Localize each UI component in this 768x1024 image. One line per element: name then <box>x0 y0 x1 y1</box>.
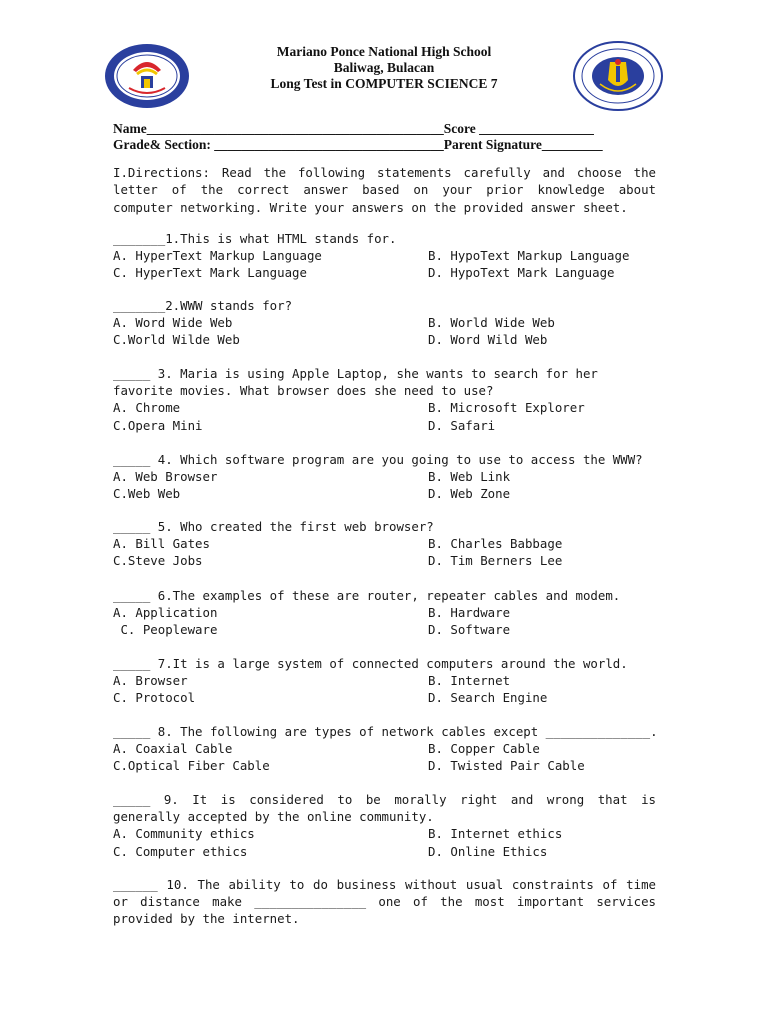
options-row <box>113 740 673 757</box>
options-row <box>113 399 673 416</box>
question-stem: _____ 8. The following are types of network cables except ______________. <box>113 724 658 739</box>
question-1 <box>113 230 673 282</box>
option-b: B. HypoText Markup Language <box>428 248 630 264</box>
document-header <box>0 44 768 92</box>
directions: I.Directions: Read the following statements carefully and choose the letter of the correct answer based on your prior knowledge about computer networking. Write your answers on the provided answer sheet. <box>113 165 656 215</box>
grade-section-field-line: : __________________________________ <box>206 137 444 152</box>
option-d: D. Software <box>428 622 511 638</box>
question-stem: _____ 7.It is a large system of connected computers around the world. <box>113 656 628 671</box>
options-row <box>113 825 673 842</box>
option-c: C. Computer ethics <box>113 843 248 859</box>
question-stem: _____ 5. Who created the first web browser? <box>113 519 434 534</box>
option-a: A. Coaxial Cable <box>113 741 233 757</box>
option-b: B. Copper Cable <box>428 741 540 757</box>
option-d: D. Twisted Pair Cable <box>428 758 585 774</box>
test-title: Long Test in COMPUTER SCIENCE 7 <box>270 76 498 91</box>
option-b: B. Charles Babbage <box>428 536 563 552</box>
options-row <box>113 247 673 264</box>
option-d: D. Web Zone <box>428 486 511 502</box>
option-a: A. Browser <box>113 673 188 689</box>
question-stem: _______1.This is what HTML stands for. <box>113 231 397 246</box>
options-row <box>113 552 673 569</box>
question-10 <box>113 876 673 928</box>
student-info <box>113 121 673 153</box>
option-a: A. Chrome <box>113 400 181 416</box>
option-a: A. HyperText Markup Language <box>113 248 322 264</box>
option-b: B. World Wide Web <box>428 315 555 331</box>
question-3 <box>113 365 673 434</box>
question-stem: _______2.WWW stands for? <box>113 298 293 313</box>
option-c: C. Peopleware <box>113 622 218 638</box>
options-row <box>113 621 673 638</box>
score-label: Score <box>443 121 480 136</box>
options-row <box>113 468 673 485</box>
question-stem: _____ 9. It is considered to be morally right and wrong that is generally accepted by the online community. <box>113 792 656 825</box>
question-8 <box>113 723 673 775</box>
question-stem: ______ 10. The ability to do business without usual constraints of time or distance make _______________ one of the most important services provided by the internet. <box>113 877 656 927</box>
option-d: D. HypoText Mark Language <box>428 265 615 281</box>
option-a: A. Application <box>113 605 218 621</box>
option-b: B. Web Link <box>428 469 511 485</box>
option-c: C.World Wilde Web <box>113 332 240 348</box>
question-6 <box>113 587 673 639</box>
option-a: A. Web Browser <box>113 469 218 485</box>
option-d: D. Tim Berners Lee <box>428 553 563 569</box>
parent-signature-field-line: _________ <box>541 137 603 152</box>
name-label: Name <box>113 121 147 136</box>
school-location: Baliwag, Bulacan <box>333 60 435 75</box>
option-c: C.Optical Fiber Cable <box>113 758 270 774</box>
option-b: B. Microsoft Explorer <box>428 400 585 416</box>
option-b: B. Hardware <box>428 605 511 621</box>
question-7 <box>113 655 673 707</box>
option-d: D. Safari <box>428 417 496 433</box>
option-a: A. Community ethics <box>113 826 255 842</box>
options-row <box>113 485 673 502</box>
name-score-row <box>113 121 673 137</box>
option-d: D. Online Ethics <box>428 843 548 859</box>
question-stem: _____ 4. Which software program are you going to use to access the WWW? <box>113 452 643 467</box>
option-c: C.Web Web <box>113 486 181 502</box>
question-stem: _____ 6.The examples of these are router, repeater cables and modem. <box>113 588 621 603</box>
options-row <box>113 843 673 860</box>
option-c: C.Opera Mini <box>113 417 203 433</box>
grade-section-label: Grade& Section <box>113 137 207 152</box>
option-c: C.Steve Jobs <box>113 553 203 569</box>
option-c: C. HyperText Mark Language <box>113 265 307 281</box>
options-row <box>113 417 673 434</box>
option-d: D. Word Wild Web <box>428 332 548 348</box>
option-a: A. Bill Gates <box>113 536 210 552</box>
option-b: B. Internet <box>428 673 511 689</box>
option-c: C. Protocol <box>113 690 196 706</box>
options-row <box>113 535 673 552</box>
name-field-line: ____________________________________________ <box>146 121 444 136</box>
score-field-line: _________________ <box>479 121 594 136</box>
options-row <box>113 331 673 348</box>
option-d: D. Search Engine <box>428 690 548 706</box>
options-row <box>113 672 673 689</box>
options-row <box>113 689 673 706</box>
options-row <box>113 757 673 774</box>
parent-signature-label: Parent Signature <box>443 137 542 152</box>
options-row <box>113 314 673 331</box>
option-b: B. Internet ethics <box>428 826 563 842</box>
question-9 <box>113 791 673 860</box>
school-name: Mariano Ponce National High School <box>276 44 492 59</box>
options-row <box>113 604 673 621</box>
options-row <box>113 264 673 281</box>
question-stem: _____ 3. Maria is using Apple Laptop, she wants to search for her favorite movies. What browser does she need to use? <box>113 366 598 399</box>
question-5 <box>113 518 673 570</box>
question-2 <box>113 297 673 349</box>
question-4 <box>113 451 673 503</box>
section-signature-row <box>113 137 673 153</box>
option-a: A. Word Wide Web <box>113 315 233 331</box>
